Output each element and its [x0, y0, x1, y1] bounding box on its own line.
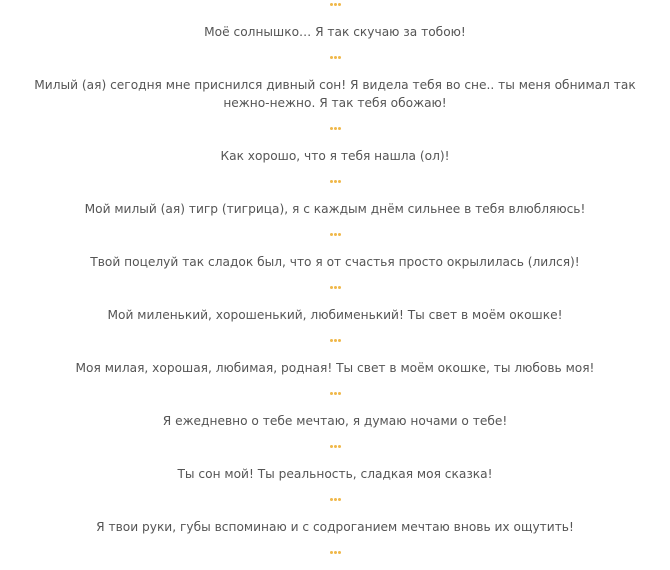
separator-icon	[0, 3, 670, 9]
message-item: Я ежедневно о тебе мечтаю, я думаю ночами о тебе!	[162, 414, 508, 428]
message-item: Моя милая, хорошая, любимая, родная! Ты свет в моём окошке, ты любовь моя!	[75, 361, 595, 375]
separator-icon	[0, 56, 670, 62]
message-item: Ты сон мой! Ты реальность, сладкая моя сказка!	[177, 467, 493, 481]
separator-icon	[0, 445, 670, 451]
separator-icon	[0, 339, 670, 345]
separator-icon	[0, 233, 670, 239]
message-item: Как хорошо, что я тебя нашла (ол)!	[220, 149, 450, 163]
message-item: Мой миленький, хорошенький, любименький! Ты свет в моём окошке!	[107, 308, 563, 322]
separator-icon	[0, 551, 670, 557]
message-item: Твой поцелуй так сладок был, что я от счастья просто окрылилась (лился)!	[90, 255, 580, 269]
message-item: Я твои руки, губы вспоминаю и с содроганием мечтаю вновь их ощутить!	[96, 520, 574, 534]
message-item: Милый (ая) сегодня мне приснился дивный сон! Я видела тебя во сне.. ты меня обнимал так нежно-нежно. Я так тебя обожаю!	[34, 78, 636, 110]
separator-icon	[0, 392, 670, 398]
separator-icon	[0, 498, 670, 504]
separator-icon	[0, 180, 670, 186]
separator-icon	[0, 286, 670, 292]
message-item: Мой милый (ая) тигр (тигрица), я с каждым днём сильнее в тебя влюбляюсь!	[84, 202, 586, 216]
separator-icon	[0, 127, 670, 133]
message-item: Моё солнышко… Я так скучаю за тобою!	[204, 25, 466, 39]
